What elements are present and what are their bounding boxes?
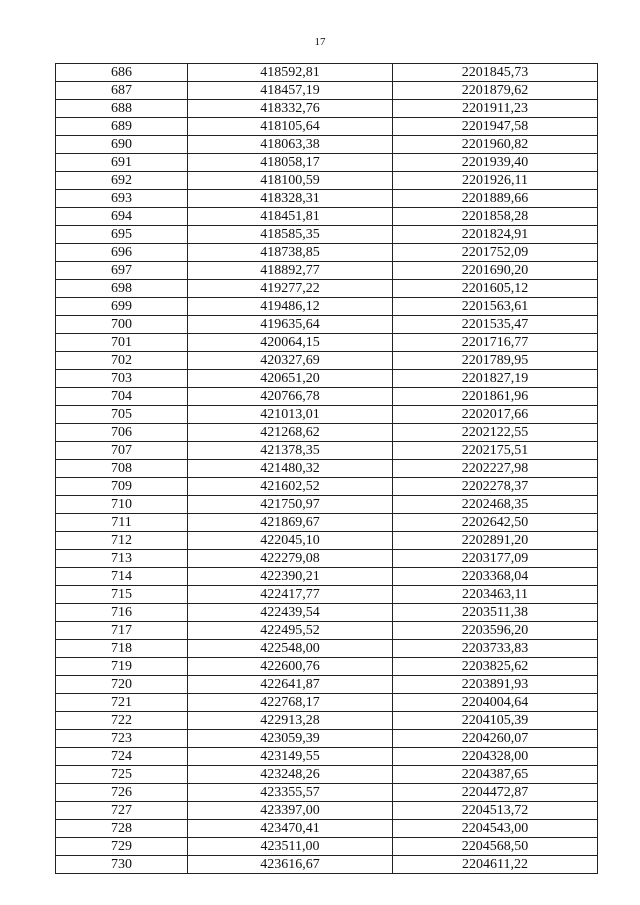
point-number-cell: 714 bbox=[56, 568, 188, 586]
point-number-cell: 705 bbox=[56, 406, 188, 424]
x-coordinate-cell: 422768,17 bbox=[188, 694, 393, 712]
point-number-cell: 697 bbox=[56, 262, 188, 280]
x-coordinate-cell: 418592,81 bbox=[188, 64, 393, 82]
x-coordinate-cell: 421869,67 bbox=[188, 514, 393, 532]
coordinates-table bbox=[55, 63, 598, 874]
table-row bbox=[56, 460, 598, 478]
y-coordinate-cell: 2201879,62 bbox=[393, 82, 598, 100]
point-number-cell: 715 bbox=[56, 586, 188, 604]
x-coordinate-cell: 419635,64 bbox=[188, 316, 393, 334]
point-number-cell: 689 bbox=[56, 118, 188, 136]
point-number-cell: 727 bbox=[56, 802, 188, 820]
table-row bbox=[56, 100, 598, 118]
table-row bbox=[56, 64, 598, 82]
point-number-cell: 719 bbox=[56, 658, 188, 676]
x-coordinate-cell: 422045,10 bbox=[188, 532, 393, 550]
point-number-cell: 704 bbox=[56, 388, 188, 406]
x-coordinate-cell: 422439,54 bbox=[188, 604, 393, 622]
x-coordinate-cell: 421750,97 bbox=[188, 496, 393, 514]
y-coordinate-cell: 2201535,47 bbox=[393, 316, 598, 334]
table-row bbox=[56, 334, 598, 352]
point-number-cell: 691 bbox=[56, 154, 188, 172]
x-coordinate-cell: 418058,17 bbox=[188, 154, 393, 172]
table-row bbox=[56, 712, 598, 730]
table-row bbox=[56, 262, 598, 280]
table-row bbox=[56, 496, 598, 514]
point-number-cell: 698 bbox=[56, 280, 188, 298]
y-coordinate-cell: 2201752,09 bbox=[393, 244, 598, 262]
y-coordinate-cell: 2203511,38 bbox=[393, 604, 598, 622]
y-coordinate-cell: 2202278,37 bbox=[393, 478, 598, 496]
y-coordinate-cell: 2204472,87 bbox=[393, 784, 598, 802]
table-row bbox=[56, 676, 598, 694]
table-row bbox=[56, 208, 598, 226]
y-coordinate-cell: 2203463,11 bbox=[393, 586, 598, 604]
point-number-cell: 706 bbox=[56, 424, 188, 442]
y-coordinate-cell: 2203825,62 bbox=[393, 658, 598, 676]
y-coordinate-cell: 2202227,98 bbox=[393, 460, 598, 478]
point-number-cell: 717 bbox=[56, 622, 188, 640]
table-row bbox=[56, 172, 598, 190]
point-number-cell: 686 bbox=[56, 64, 188, 82]
y-coordinate-cell: 2202468,35 bbox=[393, 496, 598, 514]
x-coordinate-cell: 423355,57 bbox=[188, 784, 393, 802]
y-coordinate-cell: 2204328,00 bbox=[393, 748, 598, 766]
point-number-cell: 708 bbox=[56, 460, 188, 478]
point-number-cell: 712 bbox=[56, 532, 188, 550]
x-coordinate-cell: 419486,12 bbox=[188, 298, 393, 316]
y-coordinate-cell: 2203368,04 bbox=[393, 568, 598, 586]
table-row bbox=[56, 730, 598, 748]
y-coordinate-cell: 2202017,66 bbox=[393, 406, 598, 424]
y-coordinate-cell: 2201889,66 bbox=[393, 190, 598, 208]
x-coordinate-cell: 423470,41 bbox=[188, 820, 393, 838]
table-row bbox=[56, 658, 598, 676]
x-coordinate-cell: 418063,38 bbox=[188, 136, 393, 154]
x-coordinate-cell: 423248,26 bbox=[188, 766, 393, 784]
x-coordinate-cell: 421378,35 bbox=[188, 442, 393, 460]
point-number-cell: 724 bbox=[56, 748, 188, 766]
table-row bbox=[56, 406, 598, 424]
y-coordinate-cell: 2203177,09 bbox=[393, 550, 598, 568]
point-number-cell: 718 bbox=[56, 640, 188, 658]
x-coordinate-cell: 421480,32 bbox=[188, 460, 393, 478]
x-coordinate-cell: 422548,00 bbox=[188, 640, 393, 658]
table-row bbox=[56, 748, 598, 766]
x-coordinate-cell: 418328,31 bbox=[188, 190, 393, 208]
point-number-cell: 693 bbox=[56, 190, 188, 208]
table-row bbox=[56, 784, 598, 802]
point-number-cell: 694 bbox=[56, 208, 188, 226]
table-row bbox=[56, 568, 598, 586]
y-coordinate-cell: 2201845,73 bbox=[393, 64, 598, 82]
y-coordinate-cell: 2204543,00 bbox=[393, 820, 598, 838]
table-row bbox=[56, 370, 598, 388]
point-number-cell: 688 bbox=[56, 100, 188, 118]
x-coordinate-cell: 422390,21 bbox=[188, 568, 393, 586]
point-number-cell: 702 bbox=[56, 352, 188, 370]
point-number-cell: 713 bbox=[56, 550, 188, 568]
point-number-cell: 690 bbox=[56, 136, 188, 154]
y-coordinate-cell: 2201605,12 bbox=[393, 280, 598, 298]
table-row bbox=[56, 190, 598, 208]
x-coordinate-cell: 418738,85 bbox=[188, 244, 393, 262]
point-number-cell: 696 bbox=[56, 244, 188, 262]
y-coordinate-cell: 2202175,51 bbox=[393, 442, 598, 460]
point-number-cell: 707 bbox=[56, 442, 188, 460]
point-number-cell: 700 bbox=[56, 316, 188, 334]
point-number-cell: 723 bbox=[56, 730, 188, 748]
y-coordinate-cell: 2202891,20 bbox=[393, 532, 598, 550]
x-coordinate-cell: 421013,01 bbox=[188, 406, 393, 424]
table-row bbox=[56, 622, 598, 640]
point-number-cell: 716 bbox=[56, 604, 188, 622]
x-coordinate-cell: 418451,81 bbox=[188, 208, 393, 226]
point-number-cell: 699 bbox=[56, 298, 188, 316]
y-coordinate-cell: 2201716,77 bbox=[393, 334, 598, 352]
y-coordinate-cell: 2202122,55 bbox=[393, 424, 598, 442]
x-coordinate-cell: 420766,78 bbox=[188, 388, 393, 406]
x-coordinate-cell: 420064,15 bbox=[188, 334, 393, 352]
x-coordinate-cell: 422279,08 bbox=[188, 550, 393, 568]
point-number-cell: 721 bbox=[56, 694, 188, 712]
x-coordinate-cell: 423059,39 bbox=[188, 730, 393, 748]
y-coordinate-cell: 2201861,96 bbox=[393, 388, 598, 406]
x-coordinate-cell: 423511,00 bbox=[188, 838, 393, 856]
y-coordinate-cell: 2201827,19 bbox=[393, 370, 598, 388]
y-coordinate-cell: 2201824,91 bbox=[393, 226, 598, 244]
table-row bbox=[56, 856, 598, 874]
table-row bbox=[56, 154, 598, 172]
point-number-cell: 703 bbox=[56, 370, 188, 388]
table-row bbox=[56, 766, 598, 784]
x-coordinate-cell: 418585,35 bbox=[188, 226, 393, 244]
table-row bbox=[56, 514, 598, 532]
table-row bbox=[56, 244, 598, 262]
point-number-cell: 720 bbox=[56, 676, 188, 694]
x-coordinate-cell: 423149,55 bbox=[188, 748, 393, 766]
x-coordinate-cell: 421602,52 bbox=[188, 478, 393, 496]
point-number-cell: 695 bbox=[56, 226, 188, 244]
x-coordinate-cell: 418332,76 bbox=[188, 100, 393, 118]
table-row bbox=[56, 352, 598, 370]
table-row bbox=[56, 226, 598, 244]
y-coordinate-cell: 2204004,64 bbox=[393, 694, 598, 712]
x-coordinate-cell: 419277,22 bbox=[188, 280, 393, 298]
x-coordinate-cell: 418100,59 bbox=[188, 172, 393, 190]
y-coordinate-cell: 2201960,82 bbox=[393, 136, 598, 154]
y-coordinate-cell: 2203733,83 bbox=[393, 640, 598, 658]
table-row bbox=[56, 316, 598, 334]
point-number-cell: 711 bbox=[56, 514, 188, 532]
table-row bbox=[56, 442, 598, 460]
x-coordinate-cell: 422913,28 bbox=[188, 712, 393, 730]
y-coordinate-cell: 2202642,50 bbox=[393, 514, 598, 532]
y-coordinate-cell: 2201690,20 bbox=[393, 262, 598, 280]
x-coordinate-cell: 418457,19 bbox=[188, 82, 393, 100]
x-coordinate-cell: 421268,62 bbox=[188, 424, 393, 442]
x-coordinate-cell: 423397,00 bbox=[188, 802, 393, 820]
y-coordinate-cell: 2204568,50 bbox=[393, 838, 598, 856]
x-coordinate-cell: 422600,76 bbox=[188, 658, 393, 676]
table-row bbox=[56, 820, 598, 838]
point-number-cell: 687 bbox=[56, 82, 188, 100]
y-coordinate-cell: 2201911,23 bbox=[393, 100, 598, 118]
y-coordinate-cell: 2201926,11 bbox=[393, 172, 598, 190]
x-coordinate-cell: 420651,20 bbox=[188, 370, 393, 388]
table-row bbox=[56, 82, 598, 100]
y-coordinate-cell: 2203891,93 bbox=[393, 676, 598, 694]
table-row bbox=[56, 604, 598, 622]
y-coordinate-cell: 2204513,72 bbox=[393, 802, 598, 820]
y-coordinate-cell: 2204105,39 bbox=[393, 712, 598, 730]
table-row bbox=[56, 802, 598, 820]
table-row bbox=[56, 424, 598, 442]
y-coordinate-cell: 2201939,40 bbox=[393, 154, 598, 172]
table-row bbox=[56, 388, 598, 406]
y-coordinate-cell: 2204387,65 bbox=[393, 766, 598, 784]
point-number-cell: 725 bbox=[56, 766, 188, 784]
table-row bbox=[56, 640, 598, 658]
point-number-cell: 722 bbox=[56, 712, 188, 730]
x-coordinate-cell: 422495,52 bbox=[188, 622, 393, 640]
point-number-cell: 729 bbox=[56, 838, 188, 856]
x-coordinate-cell: 422417,77 bbox=[188, 586, 393, 604]
point-number-cell: 710 bbox=[56, 496, 188, 514]
y-coordinate-cell: 2204260,07 bbox=[393, 730, 598, 748]
table-row bbox=[56, 586, 598, 604]
y-coordinate-cell: 2201563,61 bbox=[393, 298, 598, 316]
x-coordinate-cell: 418105,64 bbox=[188, 118, 393, 136]
point-number-cell: 709 bbox=[56, 478, 188, 496]
table-row bbox=[56, 838, 598, 856]
y-coordinate-cell: 2204611,22 bbox=[393, 856, 598, 874]
x-coordinate-cell: 418892,77 bbox=[188, 262, 393, 280]
page-number: 17 bbox=[314, 36, 326, 48]
y-coordinate-cell: 2201789,95 bbox=[393, 352, 598, 370]
table-row bbox=[56, 694, 598, 712]
x-coordinate-cell: 420327,69 bbox=[188, 352, 393, 370]
table-row bbox=[56, 550, 598, 568]
table-row bbox=[56, 478, 598, 496]
point-number-cell: 726 bbox=[56, 784, 188, 802]
table-row bbox=[56, 280, 598, 298]
table-row bbox=[56, 298, 598, 316]
table-row bbox=[56, 532, 598, 550]
point-number-cell: 728 bbox=[56, 820, 188, 838]
coordinates-table-body bbox=[56, 64, 598, 874]
table-row bbox=[56, 136, 598, 154]
x-coordinate-cell: 423616,67 bbox=[188, 856, 393, 874]
y-coordinate-cell: 2201947,58 bbox=[393, 118, 598, 136]
y-coordinate-cell: 2203596,20 bbox=[393, 622, 598, 640]
point-number-cell: 701 bbox=[56, 334, 188, 352]
point-number-cell: 730 bbox=[56, 856, 188, 874]
x-coordinate-cell: 422641,87 bbox=[188, 676, 393, 694]
point-number-cell: 692 bbox=[56, 172, 188, 190]
table-row bbox=[56, 118, 598, 136]
y-coordinate-cell: 2201858,28 bbox=[393, 208, 598, 226]
